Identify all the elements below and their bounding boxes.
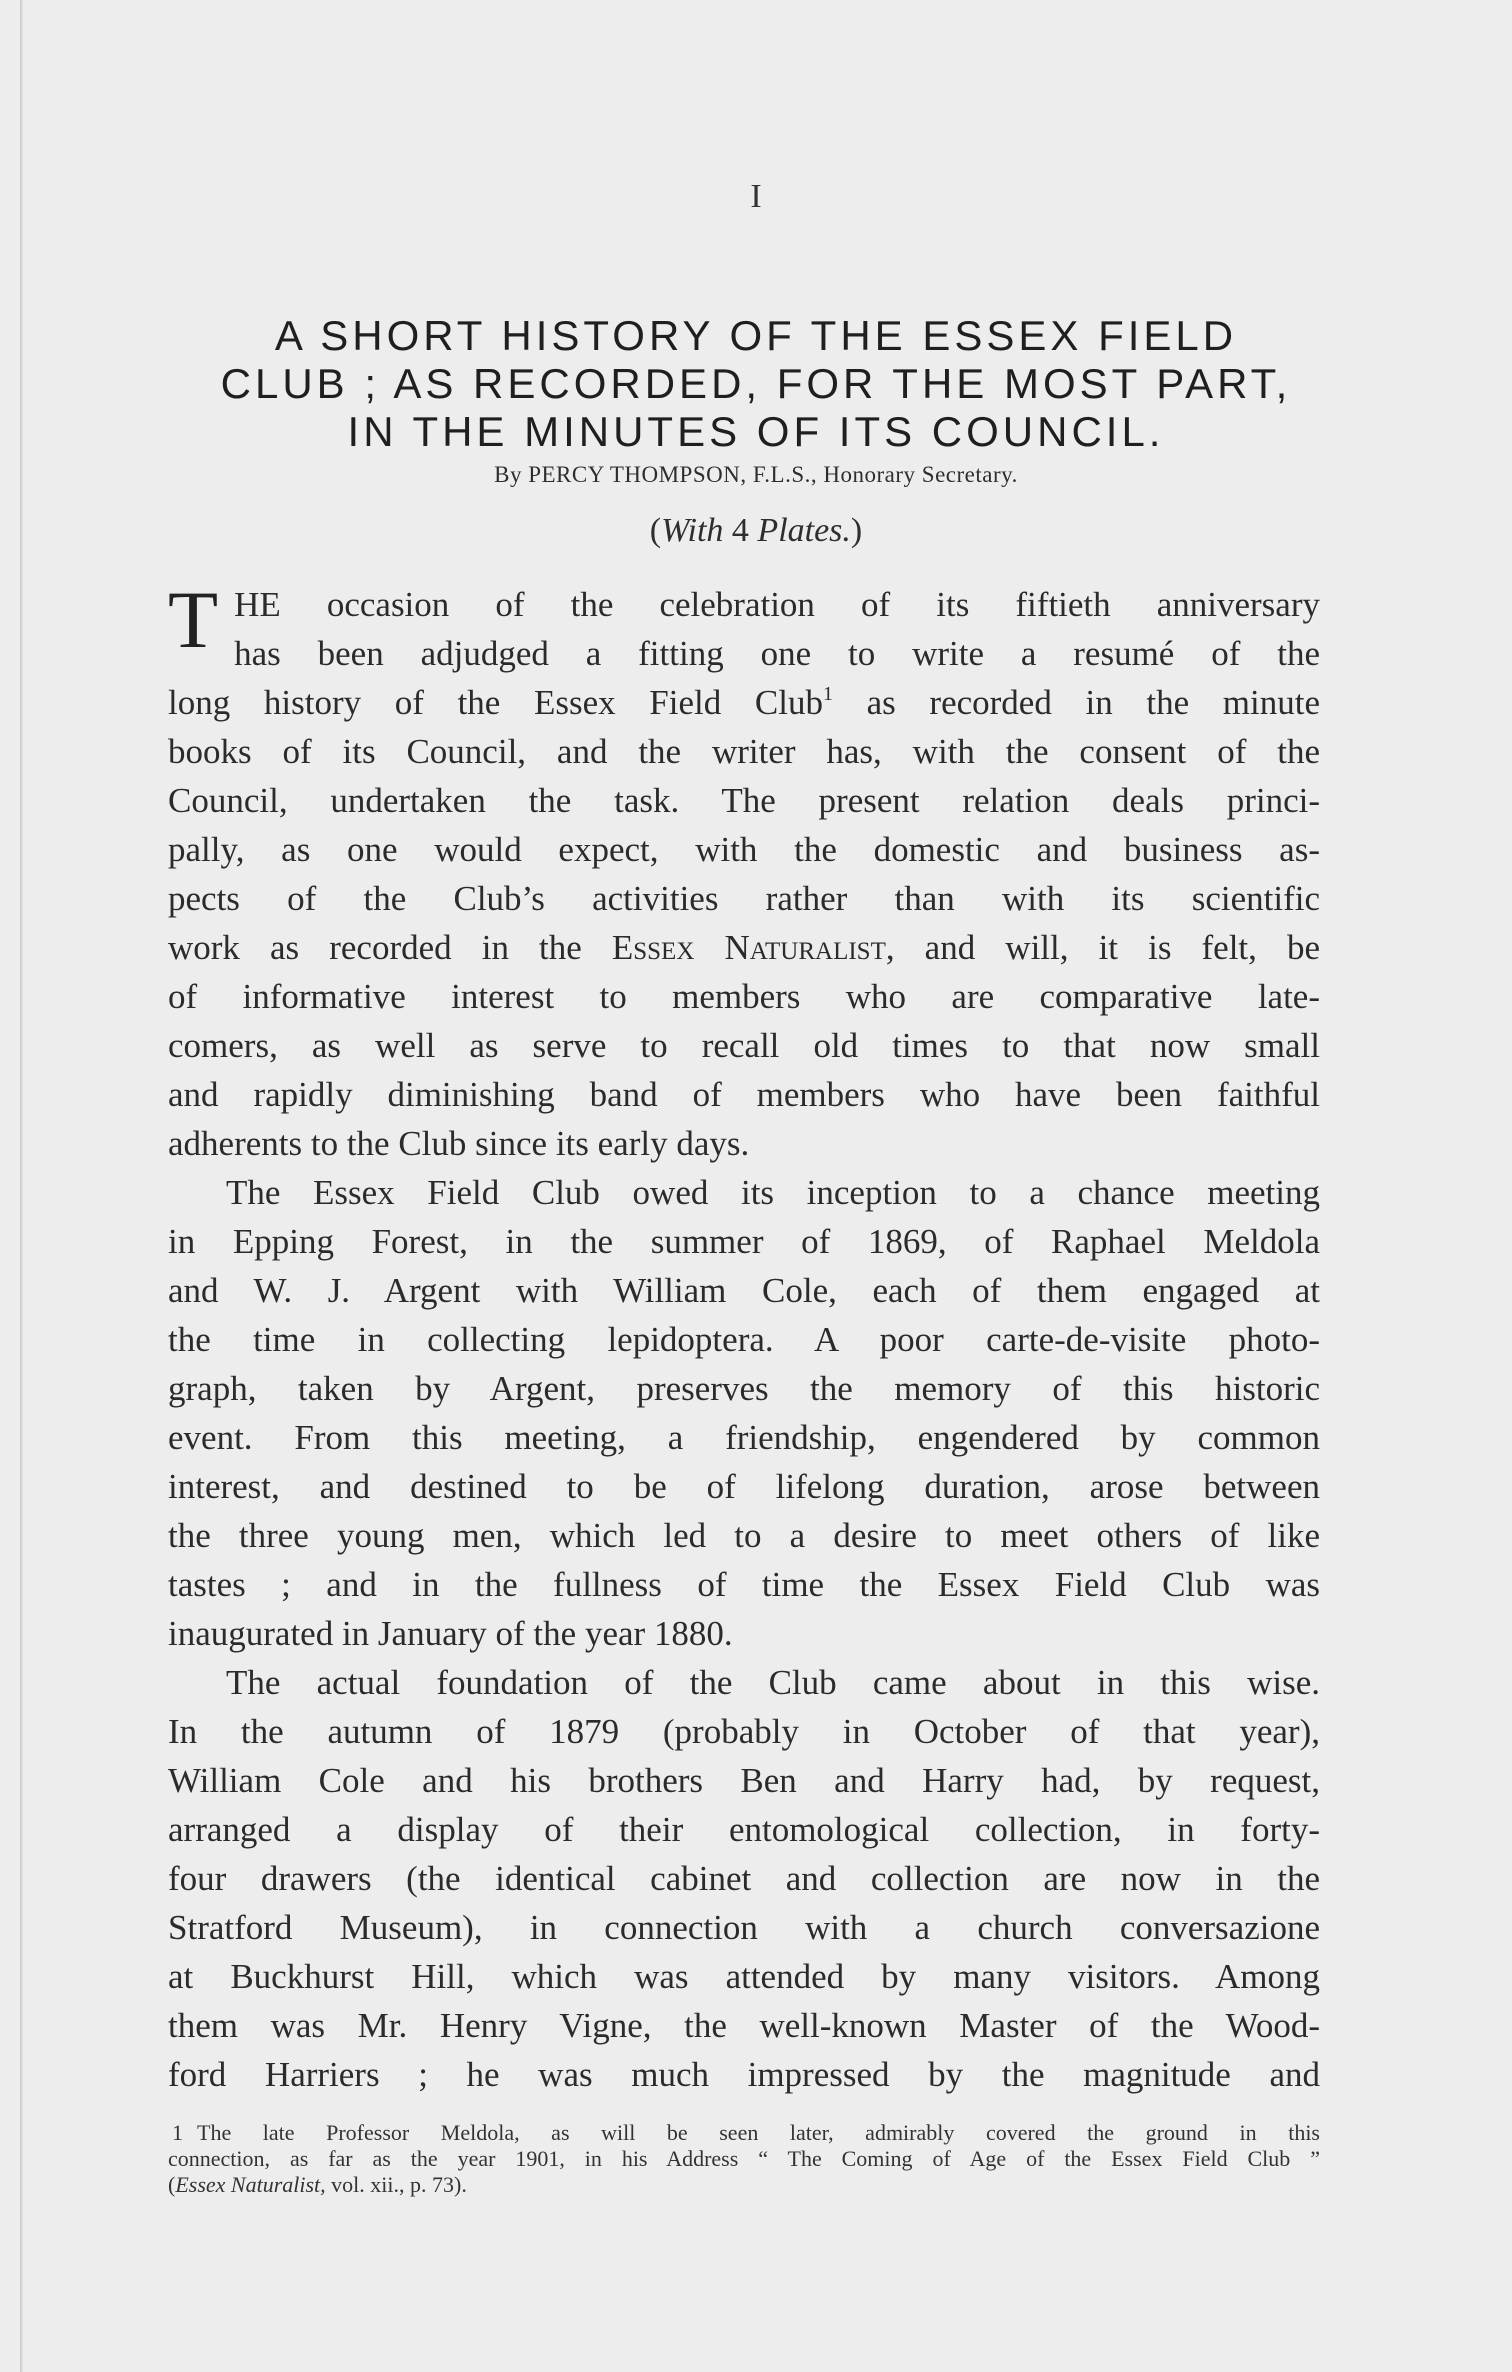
footnote-line [168, 2120, 1320, 2146]
plates-word: Plates. [757, 512, 851, 549]
text-line: the three young men, which led to a desire to meet others of like [168, 1516, 1320, 1555]
paragraph-2 [168, 1168, 1320, 1658]
text-line: Council, undertaken the task. The present relation deals princi- [168, 781, 1320, 820]
text-line: adherents to the Club since its early days. [168, 1124, 750, 1163]
text-line: In the autumn of 1879 (probably in October of that year), [168, 1712, 1320, 1751]
text-line: Stratford Museum), in connection with a church conversazione [168, 1908, 1320, 1947]
text-line [168, 923, 1320, 972]
text-run: , and will, it is felt, be [885, 928, 1321, 967]
text-line: the time in collecting lepidoptera. A poor carte-de-visite photo- [168, 1320, 1320, 1359]
page-number: I [750, 178, 762, 215]
text-line: HE occasion of the celebration of its fiftieth anniversary [234, 585, 1320, 624]
text-line: ford Harriers ; he was much impressed by the magnitude and [168, 2055, 1320, 2094]
text-line: at Buckhurst Hill, which was attended by many visitors. Among [168, 1957, 1320, 1996]
text-run: vol. xii., p. 73). [325, 2172, 467, 2197]
text-run: work as recorded in the [168, 928, 612, 967]
text-line: four drawers (the identical cabinet and collection are now in the [168, 1859, 1320, 1898]
plates-close-paren: ) [850, 512, 863, 549]
text-line: graph, taken by Argent, preserves the memory of this historic [168, 1369, 1320, 1408]
page-edge-shadow [20, 0, 23, 2372]
text-line: The Essex Field Club owed its inception to a chance meeting [226, 1173, 1320, 1212]
text-line: has been adjudged a fitting one to write a resumé of the [234, 634, 1320, 673]
text-line: books of its Council, and the writer has, with the consent of the [168, 732, 1320, 771]
text-run: ( [168, 2172, 176, 2197]
title-line: CLUB ; AS RECORDED, FOR THE MOST PART, [220, 360, 1292, 408]
footnote-marker: 1 [822, 683, 833, 705]
drop-cap: T [168, 574, 219, 665]
paragraph-1 [168, 574, 1321, 1168]
text-line: event. From this meeting, a friendship, engendered by common [168, 1418, 1320, 1457]
plates-note [0, 512, 1512, 550]
plates-with: With [661, 512, 724, 549]
text-line: The actual foundation of the Club came about in this wise. [226, 1663, 1320, 1702]
text-line [168, 678, 1320, 727]
article-body [168, 574, 1321, 2099]
title-line: A SHORT HISTORY OF THE ESSEX FIELD [274, 312, 1238, 360]
journal-title: Essex Naturalist [611, 928, 886, 967]
plates-open-paren: ( [649, 512, 662, 549]
text-line: arranged a display of their entomological collection, in forty- [168, 1810, 1320, 1849]
text-line: pally, as one would expect, with the domestic and business as- [168, 830, 1320, 869]
text-line: and W. J. Argent with William Cole, each of them engaged at [168, 1271, 1320, 1310]
plates-number: 4 [731, 512, 749, 549]
journal-title: Essex Naturalist, [175, 2172, 326, 2197]
text-line: inaugurated in January of the year 1880. [168, 1614, 733, 1653]
text-run: long history of the Essex Field Club [168, 683, 823, 722]
title-line: IN THE MINUTES OF ITS COUNCIL. [347, 408, 1165, 456]
text-line: and rapidly diminishing band of members who have been faithful [168, 1075, 1320, 1114]
text-line: pects of the Club’s activities rather than with its scientific [168, 879, 1320, 918]
text-line: comers, as well as serve to recall old times to that now small [168, 1026, 1320, 1065]
footnote-line: connection, as far as the year 1901, in his Address “ The Coming of Age of the Essex Field Club ” [168, 2146, 1320, 2171]
text-line: in Epping Forest, in the summer of 1869, of Raphael Meldola [168, 1222, 1320, 1261]
text-line: of informative interest to members who are comparative late- [168, 977, 1320, 1016]
text-line: them was Mr. Henry Vigne, the well-known Master of the Wood- [168, 2006, 1320, 2045]
text-run: as recorded in the minute [832, 683, 1320, 722]
author-byline: By PERCY THOMPSON, F.L.S., Honorary Secretary. [494, 462, 1018, 487]
text-line: interest, and destined to be of lifelong duration, arose between [168, 1467, 1320, 1506]
text-line: tastes ; and in the fullness of time the Essex Field Club was [168, 1565, 1320, 1604]
footnote [168, 2120, 1320, 2198]
article-title [166, 312, 1346, 456]
text-run: The late Professor Meldola, as will be seen later, admirably covered the ground in this [197, 2120, 1320, 2145]
footnote-line [168, 2172, 1320, 2198]
footnote-number: 1 [172, 2120, 183, 2145]
paragraph-3 [168, 1658, 1320, 2099]
text-line: William Cole and his brothers Ben and Harry had, by request, [168, 1761, 1320, 1800]
